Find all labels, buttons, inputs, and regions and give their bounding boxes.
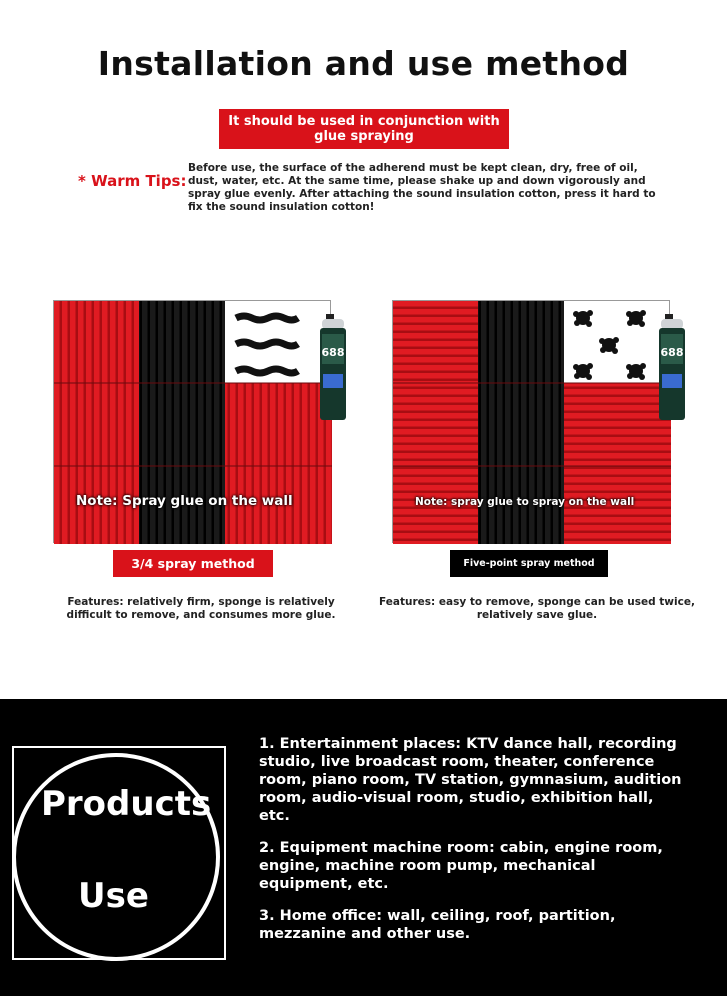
three-quarter-features: Features: relatively firm, sponge is relatively difficult to remove, and consumes more glue. bbox=[66, 596, 336, 621]
glue-spraying-banner: It should be used in conjunction with glue spraying bbox=[219, 109, 509, 149]
page-title: Installation and use method bbox=[97, 44, 630, 83]
three-quarter-spray-illustration bbox=[53, 300, 345, 543]
five-point-features: Features: easy to remove, sponge can be used twice, relatively save glue. bbox=[379, 596, 695, 621]
spray-can-icon bbox=[657, 314, 687, 420]
can-label: 688 bbox=[321, 346, 345, 359]
note-body: spray glue to spray on the wall bbox=[451, 496, 635, 508]
products-use-title-line2: Use bbox=[78, 876, 149, 916]
products-use-list bbox=[259, 735, 689, 957]
five-point-spray-illustration bbox=[392, 300, 684, 543]
note-text bbox=[76, 493, 293, 509]
spray-can-icon bbox=[318, 314, 348, 420]
note-text bbox=[415, 496, 634, 508]
warm-tips-label: * Warm Tips: bbox=[78, 172, 187, 190]
list-item: 3. Home office: wall, ceiling, roof, partition, mezzanine and other use. bbox=[259, 908, 616, 942]
five-point-method-label: Five-point spray method bbox=[450, 550, 608, 577]
note-label: Note: bbox=[415, 496, 448, 508]
can-label: 688 bbox=[660, 346, 684, 359]
note-body: Spray glue on the wall bbox=[122, 493, 293, 509]
warm-tips-text: Before use, the surface of the adherend must be kept clean, dry, free of oil, dust, water, etc. At the same time, please shake up and down vigorously and spray glue evenly. After attaching the sound insulation cotton, press it hard to fix the sound insulation cotton! bbox=[188, 162, 656, 213]
products-use-title-line1: Products bbox=[41, 784, 212, 824]
list-item: 2. Equipment machine room: cabin, engine room, engine, machine room pump, mechanical equipment, etc. bbox=[259, 840, 663, 892]
list-item: 1. Entertainment places: KTV dance hall, recording studio, live broadcast room, theater, conference room, piano room, TV station, gymnasium, audition room, audio-visual room, studio, exhibition hall, etc. bbox=[259, 736, 682, 824]
note-label: Note: bbox=[76, 493, 118, 509]
three-quarter-method-label: 3/4 spray method bbox=[113, 550, 273, 577]
